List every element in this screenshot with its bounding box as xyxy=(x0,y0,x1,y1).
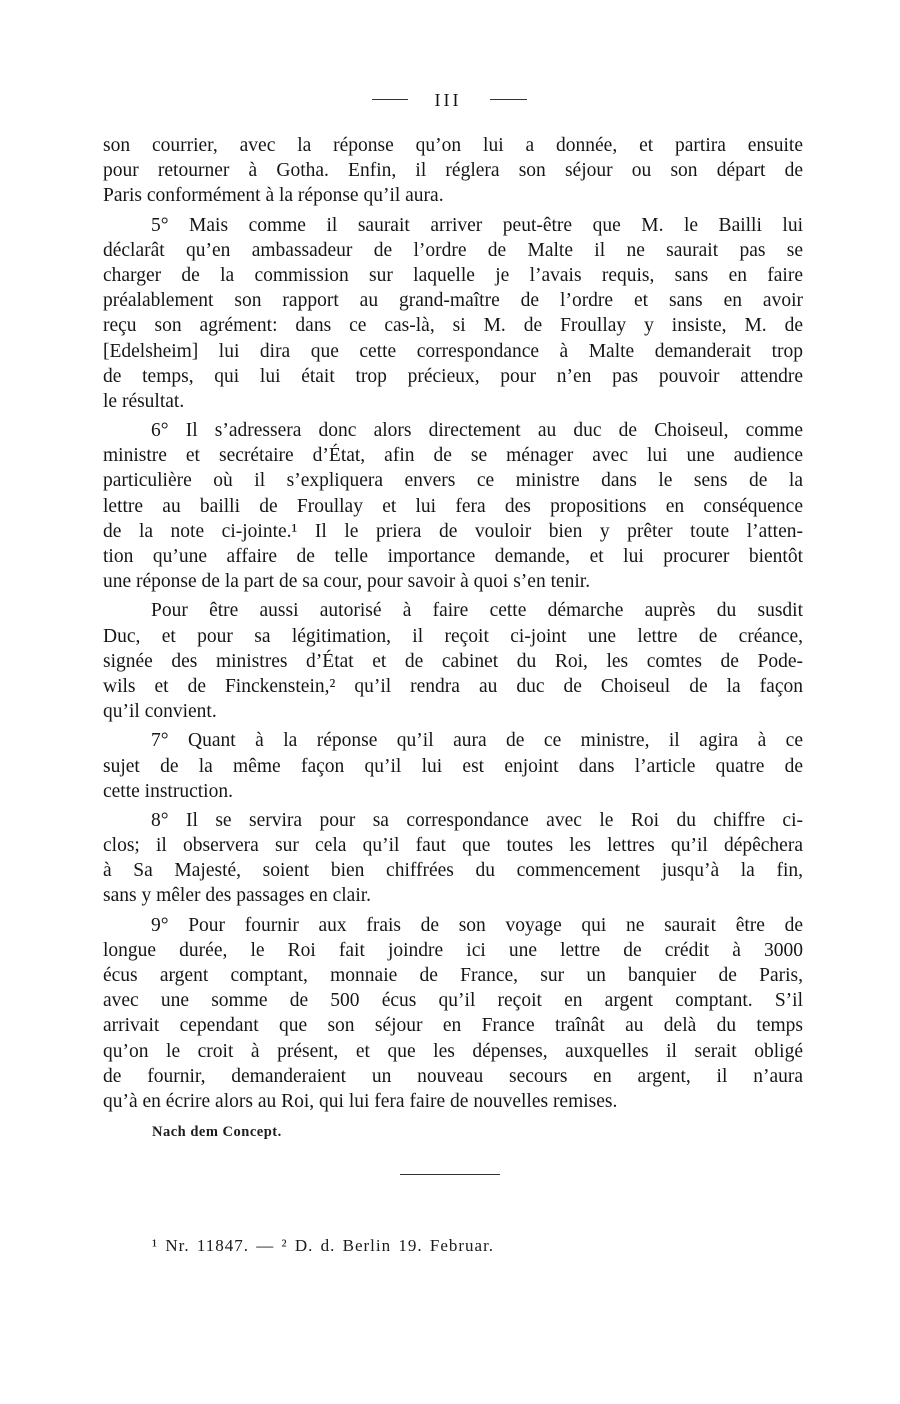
text-line: lettre au bailli de Froullay et lui fera des propositions en conséquence xyxy=(103,495,803,517)
text-line: longue durée, le Roi fait joindre ici une lettre de crédit à 3000 xyxy=(103,939,803,961)
text-line: 5° Mais comme il saurait arriver peut-être que M. le Bailli lui xyxy=(151,214,803,236)
text-line: cette instruction. xyxy=(103,780,233,802)
text-line: son courrier, avec la réponse qu’on lui a donnée, et partira ensuite xyxy=(103,135,803,156)
text-line: à Sa Majesté, soient bien chiffrées du commencement jusqu’à la fin, xyxy=(103,860,803,882)
text-line: arrivait cependant que son séjour en France traînât au delà du temps xyxy=(103,1015,803,1037)
source-note: Nach dem Concept. xyxy=(152,1124,282,1140)
text-line: 9° Pour fournir aux frais de son voyage qui ne saurait être de xyxy=(151,914,803,936)
text-line: 7° Quant à la réponse qu’il aura de ce ministre, il agira à ce xyxy=(151,730,803,752)
text-line: avec une somme de 500 écus qu’il reçoit en argent comptant. S’il xyxy=(103,990,803,1012)
text-line: Duc, et pour sa légitimation, il reçoit ci-joint une lettre de créance, xyxy=(103,625,803,647)
text-line: charger de la commission sur laquelle je l’avais requis, sans en faire xyxy=(103,264,803,286)
text-body xyxy=(103,133,803,1114)
paragraph xyxy=(103,728,803,804)
footnotes xyxy=(152,1234,494,1258)
text-line: reçu son agrément: dans ce cas-là, si M. de Froullay y insiste, M. de xyxy=(103,315,803,337)
paragraph xyxy=(103,213,803,415)
text-line: 8° Il se servira pour sa correspondance avec le Roi du chiffre ci- xyxy=(151,809,803,831)
text-line: wils et de Finckenstein,² qu’il rendra au duc de Choiseul de la façon xyxy=(103,675,803,697)
footnote-mark: ² xyxy=(281,1236,288,1255)
paragraph xyxy=(103,913,803,1115)
footnote-separator-rule xyxy=(400,1174,500,1175)
text-line: de temps, qui lui était trop précieux, pour n’en pas pouvoir attendre xyxy=(103,365,803,387)
paragraph xyxy=(103,418,803,594)
text-line: 6° Il s’adressera donc alors directement au duc de Choiseul, comme xyxy=(151,420,803,442)
text-line: sans y mêler des passages en clair. xyxy=(103,885,372,907)
text-line: qu’à en écrire alors au Roi, qui lui fera faire de nouvelles remises. xyxy=(103,1090,618,1112)
text-line: qu’il convient. xyxy=(103,701,217,723)
text-line: déclarât qu’en ambassadeur de l’ordre de Malte il ne saurait pas se xyxy=(103,239,803,261)
paragraph xyxy=(103,808,803,909)
paragraph xyxy=(103,598,803,724)
text-line: tion qu’une affaire de telle importance demande, et lui procurer bientôt xyxy=(103,546,803,567)
text-line: une réponse de la part de sa cour, pour savoir à quoi s’en tenir. xyxy=(103,571,591,593)
text-line: le résultat. xyxy=(103,390,185,412)
footnote-separator: — xyxy=(256,1236,275,1255)
text-line: ministre et secrétaire d’État, afin de se ménager avec lui une audience xyxy=(103,445,803,467)
header-rule-right xyxy=(490,99,527,100)
text-line: [Edelsheim] lui dira que cette correspondance à Malte demanderait trop xyxy=(103,340,803,362)
footnote-text: D. d. Berlin 19. Februar. xyxy=(294,1236,495,1255)
page-number: III xyxy=(434,90,462,110)
text-line: pour retourner à Gotha. Enfin, il réglera son séjour ou son départ de xyxy=(103,160,803,182)
footnote-text: Nr. 11847. xyxy=(165,1236,249,1255)
text-line: Pour être aussi autorisé à faire cette démarche auprès du susdit xyxy=(151,600,803,622)
footnote-mark: ¹ xyxy=(152,1236,159,1255)
running-head xyxy=(0,88,900,112)
text-line: particulière où il s’expliquera envers ce ministre dans le sens de la xyxy=(103,470,803,492)
text-line: de la note ci-jointe.¹ Il le priera de vouloir bien y prêter toute l’atten- xyxy=(103,520,803,542)
header-rule-left xyxy=(372,99,408,100)
text-line: signée des ministres d’État et de cabinet du Roi, les comtes de Pode- xyxy=(103,650,803,672)
text-line: de fournir, demanderaient un nouveau secours en argent, il n’aura xyxy=(103,1065,803,1087)
text-line: qu’on le croit à présent, et que les dépenses, auxquelles il serait obligé xyxy=(103,1040,803,1062)
text-line: clos; il observera sur cela qu’il faut que toutes les lettres qu’il dépêchera xyxy=(103,835,803,857)
text-line: sujet de la même façon qu’il lui est enjoint dans l’article quatre de xyxy=(103,755,803,777)
text-line: écus argent comptant, monnaie de France, sur un banquier de Paris, xyxy=(103,965,803,986)
paragraph xyxy=(103,133,803,209)
text-line: préalablement son rapport au grand-maître de l’ordre et sans en avoir xyxy=(103,290,803,312)
text-line: Paris conformément à la réponse qu’il aura. xyxy=(103,185,444,207)
